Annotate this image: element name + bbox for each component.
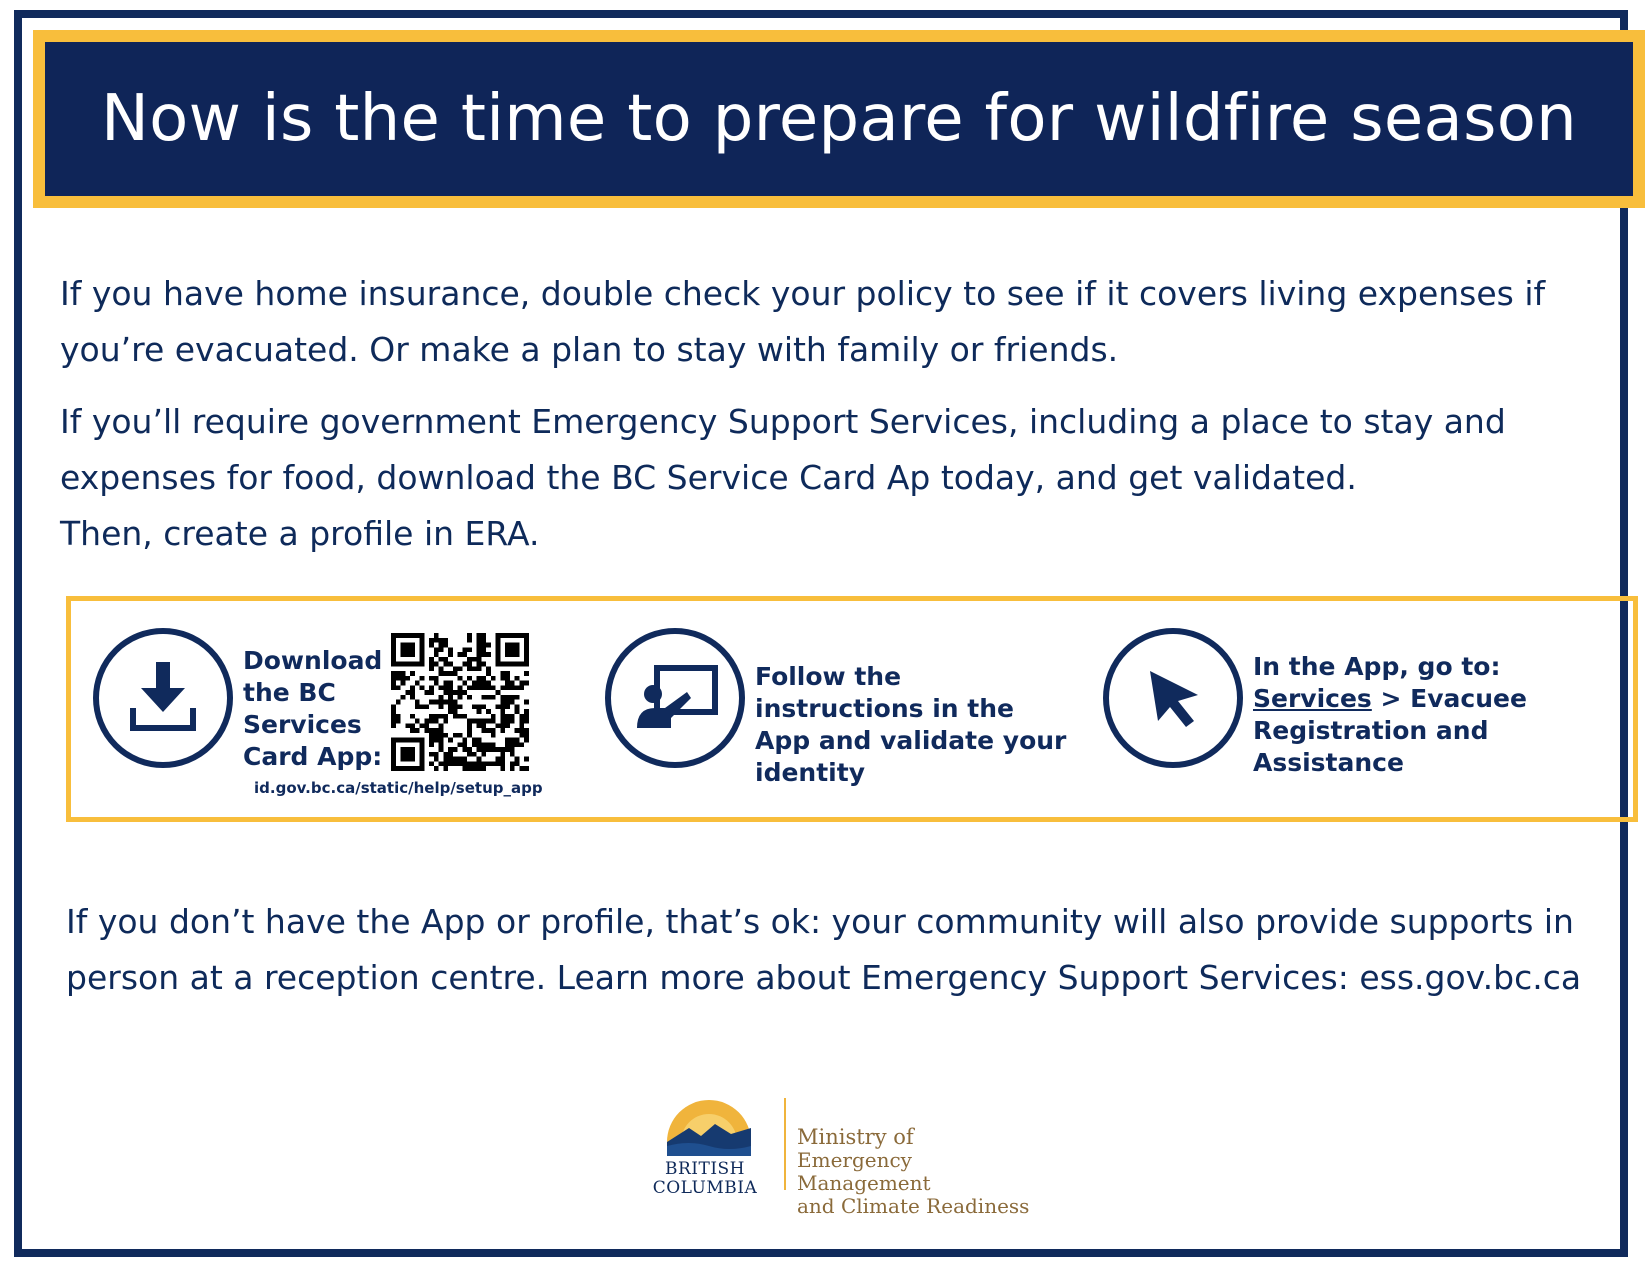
- ministry-line3: and Climate Readiness: [797, 1194, 1030, 1218]
- bc-sun-icon: [659, 1098, 759, 1158]
- services-link[interactable]: Services: [1253, 684, 1372, 713]
- qr-code: [391, 631, 529, 773]
- ess-paragraph: [60, 394, 1630, 562]
- logo-divider: [784, 1098, 786, 1190]
- ministry-line2: Emergency Management: [797, 1148, 931, 1195]
- setup-app-url[interactable]: id.gov.bc.ca/static/help/setup_app: [254, 779, 543, 797]
- navigate-line1: In the App, go to:: [1253, 652, 1501, 681]
- bc-wordmark-line2: COLUMBIA: [652, 1178, 758, 1198]
- poster-frame: [14, 10, 1628, 1257]
- steps-box: [66, 596, 1638, 822]
- title-banner: [33, 30, 1645, 208]
- page-title: Now is the time to prepare for wildfire season: [100, 82, 1578, 156]
- validate-step-text: Follow the instructions in the App and validate your identity: [755, 662, 1067, 787]
- reception-centre-paragraph: If you don’t have the App or profile, that’s ok: your community will also provide supports in person at a reception centre. Learn more about Emergency Support Services: ess.gov.bc.ca: [66, 902, 1582, 997]
- ess-paragraph-line1: If you’ll require government Emergency Support Services, including a place to stay and expenses for food, download the BC Service Card Ap today, and get validated.: [60, 402, 1506, 497]
- bc-government-logo: [652, 1098, 1037, 1218]
- ess-paragraph-line2: Then, create a profile in ERA.: [60, 514, 540, 553]
- download-icon: [123, 658, 203, 738]
- navigate-circle: [1103, 628, 1243, 768]
- navigate-path: [1253, 683, 1633, 779]
- title-banner-inner: [45, 42, 1633, 196]
- ministry-name: [797, 1126, 1037, 1218]
- validate-circle: [605, 628, 745, 768]
- download-line2: the BC: [243, 678, 336, 707]
- download-line1: Download: [243, 646, 383, 675]
- download-circle: [93, 628, 233, 768]
- bc-wordmark: [640, 1160, 770, 1198]
- download-line4: Card App:: [243, 742, 383, 771]
- presentation-icon: [627, 658, 723, 738]
- navigate-path-rest: > Evacuee Registration and Assistance: [1253, 684, 1527, 777]
- bc-wordmark-line1: BRITISH: [664, 1159, 746, 1179]
- cursor-icon: [1138, 663, 1208, 733]
- download-line3: Services: [243, 710, 362, 739]
- download-step-text: [243, 645, 383, 773]
- navigate-step-text: [1253, 651, 1633, 779]
- insurance-paragraph: If you have home insurance, double check your policy to see if it covers living expenses if you’re evacuated. Or make a plan to stay with family or friends.: [60, 274, 1546, 369]
- ministry-line1: Ministry of: [797, 1125, 914, 1149]
